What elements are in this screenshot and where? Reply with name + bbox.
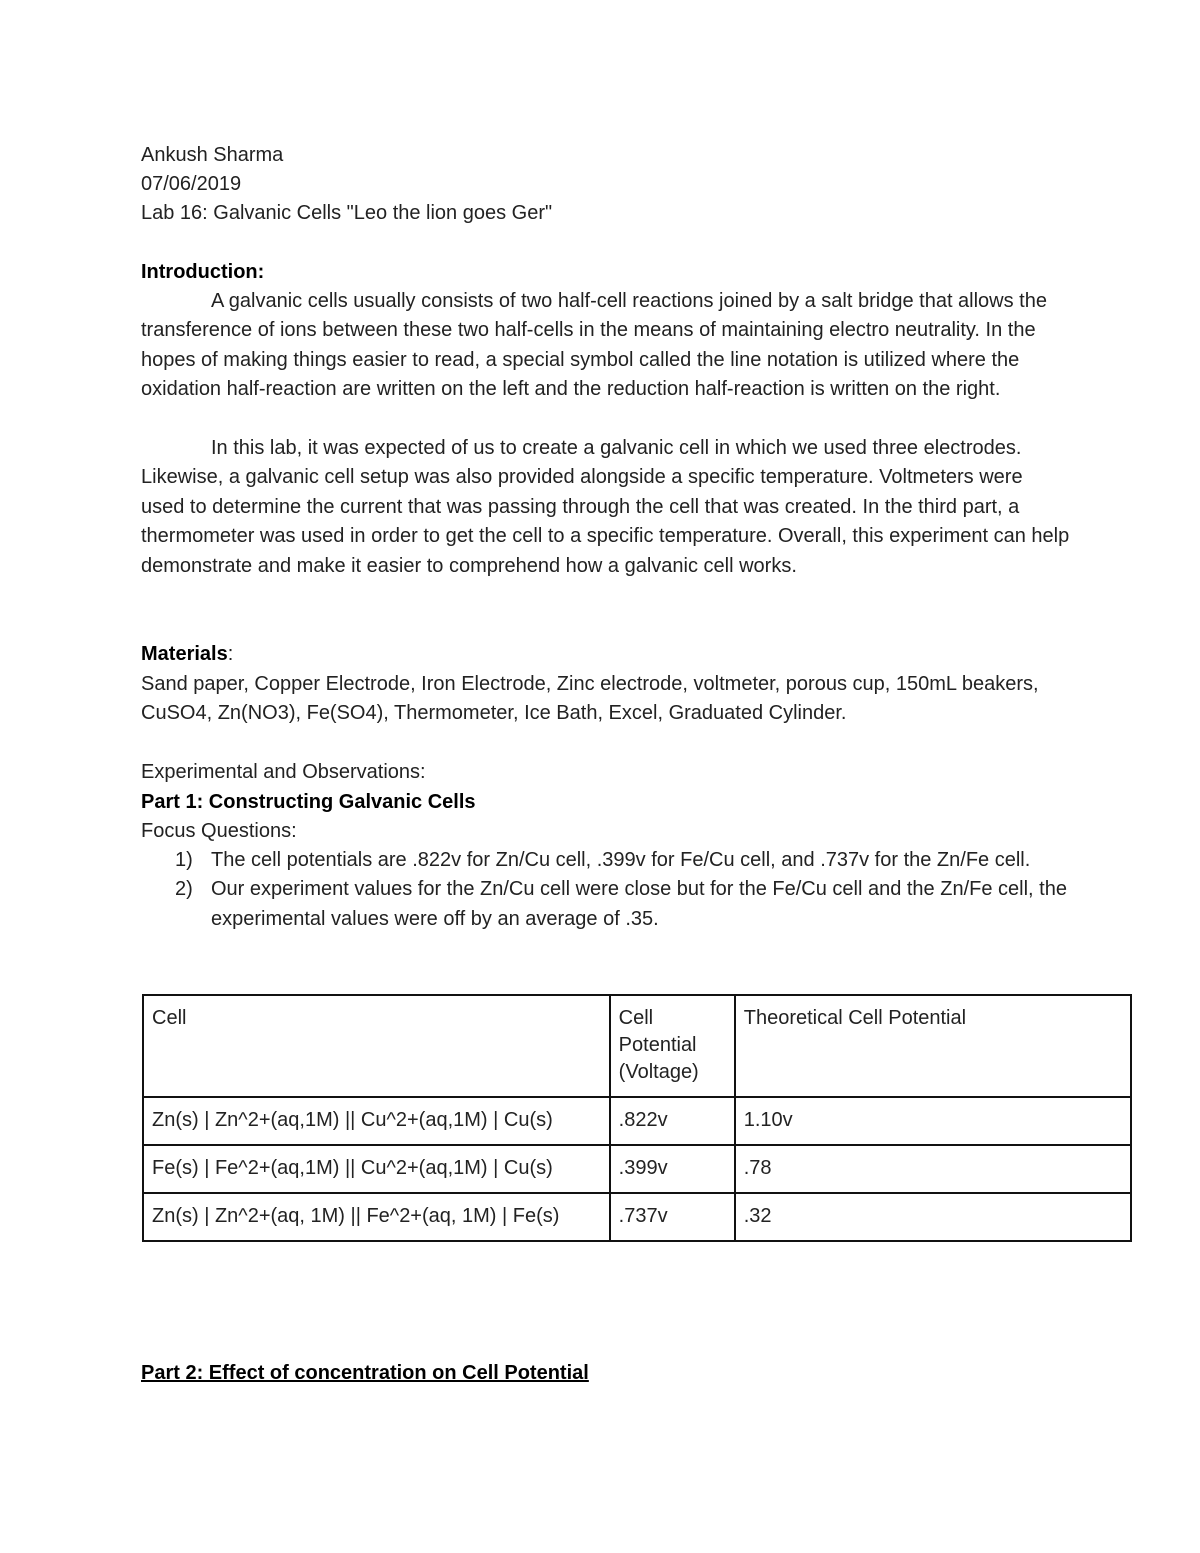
table-cell: Zn(s) | Zn^2+(aq, 1M) || Fe^2+(aq, 1M) | Fe(s) (143, 1193, 610, 1241)
experimental-heading: Experimental and Observations: (141, 761, 426, 783)
table-cell: Zn(s) | Zn^2+(aq,1M) || Cu^2+(aq,1M) | Cu(s) (143, 1097, 610, 1145)
list-item: 1) The cell potentials are .822v for Zn/Cu cell, .399v for Fe/Cu cell, and .737v for the Zn/Fe cell. (175, 849, 1031, 871)
table-header-row (143, 995, 1131, 1097)
table-cell: .32 (735, 1193, 1131, 1241)
table-cell: .737v (610, 1193, 735, 1241)
table-cell: 1.10v (735, 1097, 1131, 1145)
author-name: Ankush Sharma (141, 144, 284, 166)
table-cell: .822v (610, 1097, 735, 1145)
table-cell: Fe(s) | Fe^2+(aq,1M) || Cu^2+(aq,1M) | Cu(s) (143, 1145, 610, 1193)
focus-questions-list (141, 846, 1071, 934)
part1-title: Part 1: Constructing Galvanic Cells (141, 791, 476, 813)
focus-questions-label: Focus Questions: (141, 820, 297, 842)
report-date: 07/06/2019 (141, 173, 242, 195)
table-cell: .399v (610, 1145, 735, 1193)
materials-heading: Materials: (141, 643, 234, 665)
header-cell: Cell (143, 995, 610, 1097)
introduction-heading: Introduction: (141, 261, 265, 283)
part2-title: Part 2: Effect of concentration on Cell Potential (141, 1362, 589, 1384)
introduction-paragraph-2: In this lab, it was expected of us to create a galvanic cell in which we used three electrodes. Likewise, a galvanic cell setup was also provided alongside a specific temperature. Voltmeters were used to determine the current that was passing through the cell that was created. In the third part, a thermometer was used in order to get the cell to a specific temperature. Overall, this experiment can help demonstrate and make it easier to comprehend how a galvanic cell works. (141, 437, 1070, 577)
header-cell-potential: Cell Potential (Voltage) (610, 995, 735, 1097)
table-cell: .78 (735, 1145, 1131, 1193)
table-row (143, 1145, 1131, 1193)
table-row (143, 1193, 1131, 1241)
table-row (143, 1097, 1131, 1145)
list-item: 2) Our experiment values for the Zn/Cu cell were close but for the Fe/Cu cell and the Zn/Fe cell, the experimental values were off by an average of .35. (175, 878, 1067, 930)
introduction-paragraph-1: A galvanic cells usually consists of two half-cell reactions joined by a salt bridge that allows the transference of ions between these two half-cells in the means of maintaining electro neutrality. In the hopes of making things easier to read, a special symbol called the line notation is utilized where the oxidation half-reaction are written on the left and the reduction half-reaction is written on the right. (141, 290, 1047, 401)
cell-potential-table (142, 994, 1132, 1242)
header-theoretical: Theoretical Cell Potential (735, 995, 1131, 1097)
lab-title: Lab 16: Galvanic Cells "Leo the lion goes Ger" (141, 202, 553, 224)
materials-list: Sand paper, Copper Electrode, Iron Electrode, Zinc electrode, voltmeter, porous cup, 150mL beakers, CuSO4, Zn(NO3), Fe(SO4), Thermometer, Ice Bath, Excel, Graduated Cylinder. (141, 673, 1039, 725)
